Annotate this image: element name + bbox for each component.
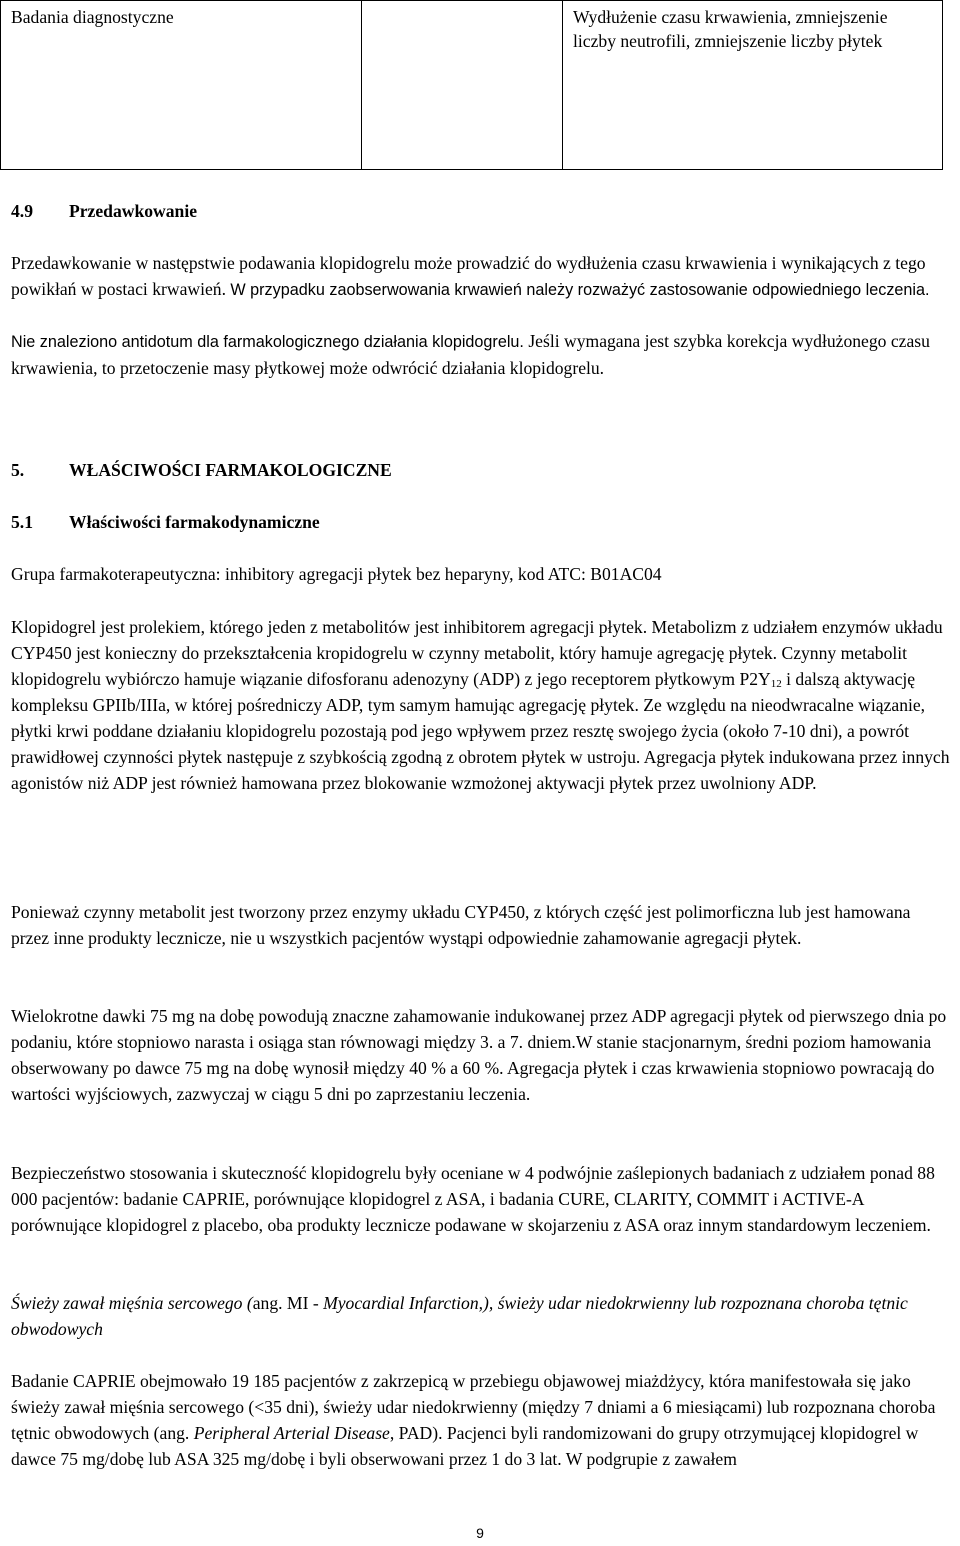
adverse-effects-table bbox=[0, 0, 943, 170]
page-number: 9 bbox=[476, 1525, 484, 1541]
subheading-text: ang. MI - bbox=[252, 1293, 324, 1313]
section-5-heading bbox=[11, 457, 392, 483]
dosing-paragraph: Wielokrotne dawki 75 mg na dobę powodują znaczne zahamowanie indukowanej przez ADP agregacji płytek od pierwszego dnia po podaniu, które stopniowo narasta i osiąga stan równowagi między 3. a 7. dniem.W stanie stacjonarnym, średni poziom hamowania obserwowany po dawce 75 mg na dobę wynosił między 40 % a 60 %. Agregacja płytek i czas krwawienia stopniowo powracają do wartości wyjściowych, zazwyczaj w ciągu 5 dni po zaprzestaniu leczenia. bbox=[11, 1006, 947, 1104]
section-title: Przedawkowanie bbox=[69, 201, 198, 221]
paragraph-text: , PAD). Pacjenci byli randomizowani do grupy otrzymującej klopidogrel w dawce 75 mg/dobę lub ASA 325 mg/dobę i byli obserwowani przez 1 do 3 lat. W podgrupie z zawałem bbox=[11, 1423, 919, 1469]
subheading-text: Świeży zawał mięśnia sercowego ( bbox=[11, 1293, 253, 1313]
section-number: 5.1 bbox=[11, 512, 33, 532]
section-4-9-heading bbox=[11, 198, 197, 224]
table-cell-category: Badania diagnostyczne bbox=[1, 1, 362, 170]
safety-paragraph: Bezpieczeństwo stosowania i skuteczność klopidogrelu były oceniane w 4 podwójnie zaślepionych badaniach z udziałem ponad 88 000 pacjentów: badanie CAPRIE, porównujące klopidogrel z ASA, i badania CURE, CLARITY, COMMIT i ACTIVE-A porównujące klopidogrel z placebo, oba produkty lecznicze podawane w skojarzeniu z ASA oraz innym standardowym leczeniem. bbox=[11, 1163, 935, 1235]
section-number: 4.9 bbox=[11, 201, 33, 221]
subheading-italic bbox=[11, 1290, 951, 1342]
paragraph-text: Jeśli wymagana jest szybka korekcja wydłużonego czasu krwawienia, to przetoczenie masy płytkowej może odwrócić działania klopidogrelu. bbox=[11, 331, 930, 378]
paragraph-text: i dalszą aktywację kompleksu GPIIb/IIIa, w której pośredniczy ADP, tym samym hamując agregację płytek. Ze względu na nieodwracalne wiązanie, płytki krwi poddane działaniu klopidogrelu pozostają pod jego wpływem przez resztę swojego życia (około 7-10 dni), a powrót prawidłowej czynności płytek następuje z szybkością zgodną z obrotem płytek w ustroju. Agregacja płytek indukowana przez innych agonistów niż ADP jest również hamowana przez blokowanie wzmożonej aktywacji płytek przez uwolniony ADP. bbox=[11, 669, 950, 793]
paragraph-text: Klopidogrel jest prolekiem, którego jeden z metabolitów jest inhibitorem agregacji płytek. Metabolizm z udziałem enzymów układu CYP450 jest konieczny do przekształcenia kropidogrelu w czynny metabolit, który hamuje agregację płytek. Czynny metabolit klopidogrelu wybiórczo hamuje wiązanie difosforanu adenozyny (ADP) z jego receptorem płytkowym P2Y bbox=[11, 617, 943, 689]
paragraph-text-sans: W przypadku zaobserwowania krwawień należy rozważyć zastosowanie odpowiedniego leczenia. bbox=[230, 281, 930, 299]
overdose-paragraph-2 bbox=[11, 328, 951, 381]
overdose-paragraph-1 bbox=[11, 250, 951, 303]
paragraph-text-sans: Nie znaleziono antidotum dla farmakologicznego działania klopidogrelu. bbox=[11, 333, 524, 351]
paragraph-text: Peripheral Arterial Disease bbox=[193, 1423, 390, 1443]
section-title: Właściwości farmakodynamiczne bbox=[69, 512, 320, 532]
table-cell-effects: Wydłużenie czasu krwawienia, zmniejszenie liczby neutrofili, zmniejszenie liczby płytek bbox=[563, 1, 943, 170]
paragraph-text: Przedawkowanie w następstwie podawania klopidogrelu może prowadzić do wydłużenia czasu krwawienia i wynikających z tego powikłań w postaci krwawień. bbox=[11, 253, 926, 299]
caprie-paragraph bbox=[11, 1368, 951, 1472]
section-number: 5. bbox=[11, 460, 25, 480]
paragraph-text: Badanie CAPRIE obejmowało 19 185 pacjentów z zakrzepicą w przebiegu objawowej miażdżycy, która manifestowała się jako świeży zawał mięśnia sercowego (<35 dni), świeży udar niedokrwienny (między 7 dniami a 6 miesiącami) lub rozpoznana choroba tętnic obwodowych (ang. bbox=[11, 1371, 936, 1443]
subheading-text: Myocardial Infarction,), świeży udar niedokrwienny lub rozpoznana choroba tętnic obwodowych bbox=[11, 1293, 908, 1339]
pharmacotherapeutic-group: Grupa farmakoterapeutyczna: inhibitory agregacji płytek bez heparyny, kod ATC: B01AC04 bbox=[11, 564, 662, 584]
mechanism-paragraph bbox=[11, 614, 951, 796]
table-row bbox=[1, 1, 943, 170]
section-title: WŁAŚCIWOŚCI FARMAKOLOGICZNE bbox=[69, 460, 392, 480]
cyp450-paragraph: Ponieważ czynny metabolit jest tworzony przez enzymy układu CYP450, z których część jest polimorficzna lub jest hamowana przez inne produkty lecznicze, nie u wszystkich pacjentów wystąpi odpowiednie zahamowanie agregacji płytek. bbox=[11, 902, 911, 948]
subscript: 12 bbox=[770, 678, 782, 690]
section-5-1-heading bbox=[11, 509, 320, 535]
table-cell-frequency bbox=[362, 1, 563, 170]
